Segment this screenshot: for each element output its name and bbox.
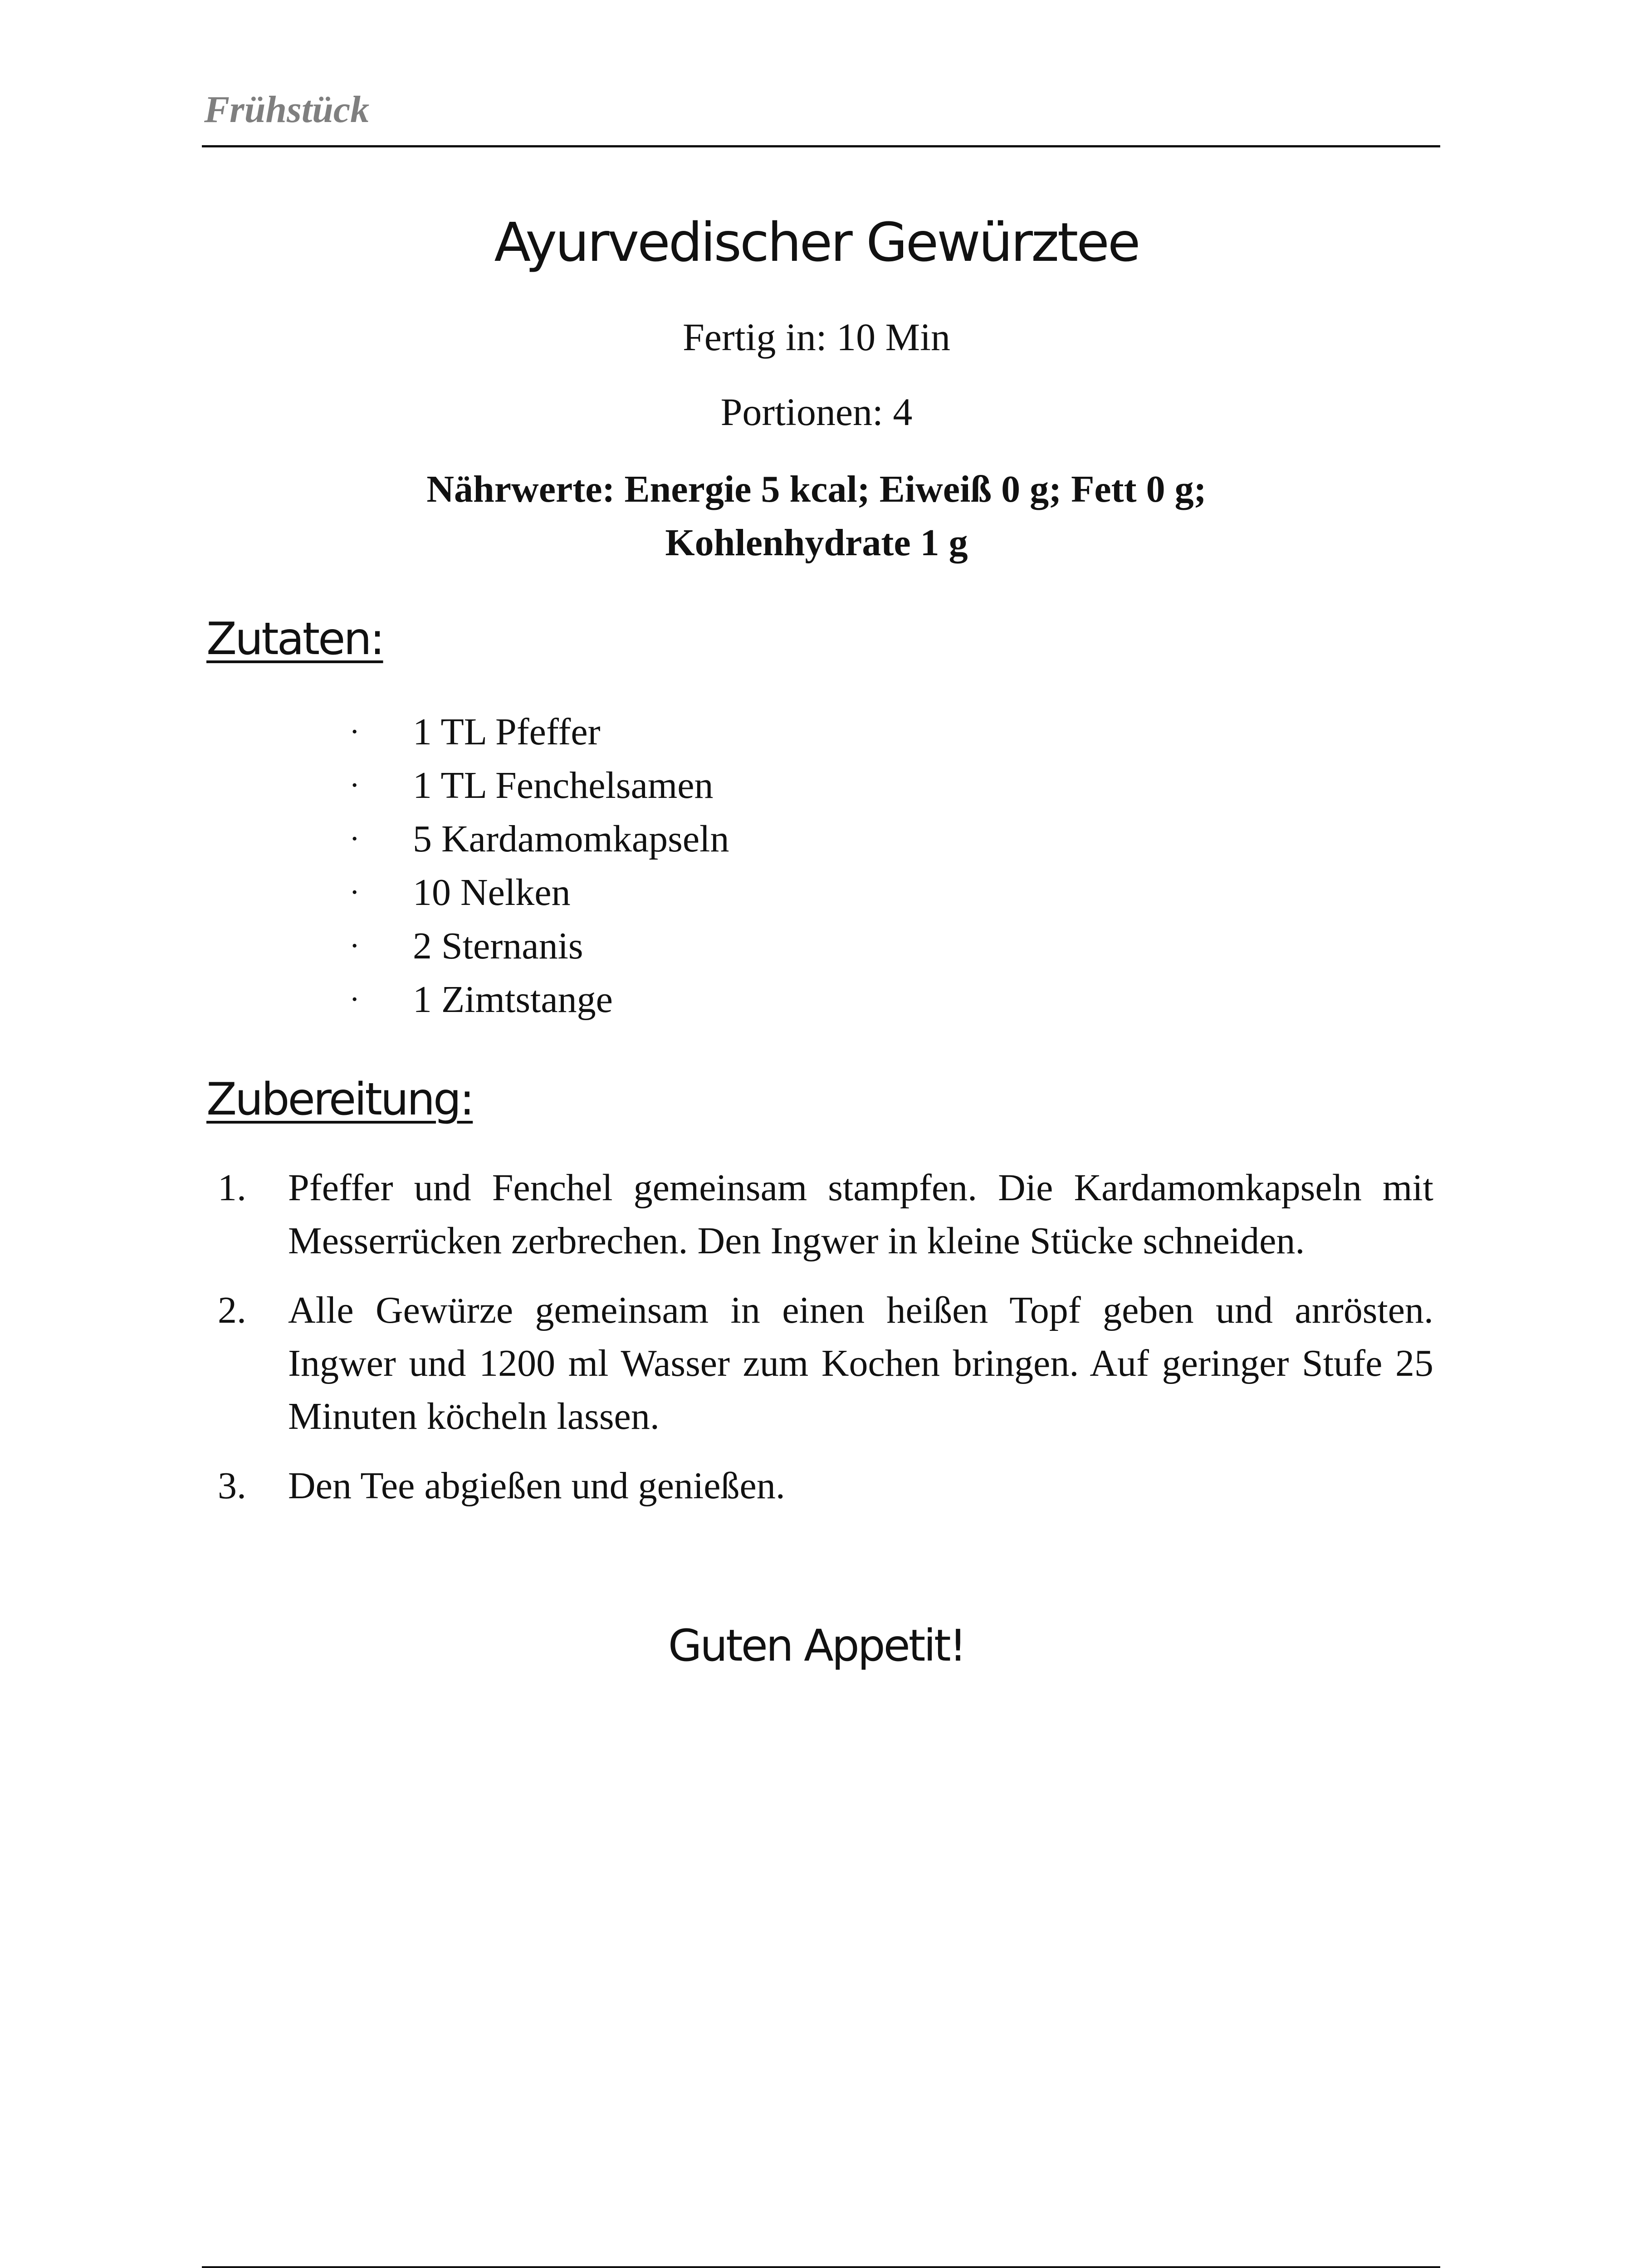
nutrition-line-1: Nährwerte: Energie 5 kcal; Eiweiß 0 g; Fett 0 g; [426, 468, 1207, 510]
ingredient-item [327, 759, 729, 812]
ingredient-item [327, 919, 729, 973]
ingredient-item [327, 705, 729, 759]
ingredient-item [327, 866, 729, 919]
step-item [213, 1284, 1433, 1443]
ingredient-text: 1 Zimtstange [413, 978, 613, 1021]
bullet-icon: · [349, 768, 360, 803]
step-item [213, 1459, 1433, 1512]
bullet-icon: · [349, 982, 360, 1017]
bullet-icon: · [349, 875, 360, 910]
bullet-icon: · [349, 929, 360, 963]
ingredient-item [327, 973, 729, 1026]
ingredient-text: 1 TL Fenchelsamen [413, 764, 714, 807]
ingredient-text: 10 Nelken [413, 871, 571, 914]
ingredients-list [327, 705, 729, 1026]
step-item [213, 1161, 1433, 1267]
ingredients-heading: Zutaten: [206, 613, 383, 665]
running-head: Frühstück [204, 88, 370, 131]
step-number: 2. [218, 1289, 246, 1331]
closing-line: Guten Appetit! [668, 1620, 965, 1671]
step-text: Den Tee abgießen und genießen. [288, 1465, 785, 1507]
header-rule [202, 145, 1440, 147]
bullet-icon: · [349, 821, 360, 856]
ingredient-item [327, 812, 729, 866]
step-text: Alle Gewürze gemeinsam in einen heißen Topf geben und anrösten. Ingwer und 1200 ml Wasser zum Kochen bringen. Auf geringer Stufe 25 Minuten köcheln lassen. [288, 1289, 1433, 1437]
recipe-title: Ayurvedischer Gewürztee [494, 211, 1139, 274]
step-number: 1. [218, 1167, 246, 1209]
nutrition-facts [227, 463, 1406, 570]
portions: Portionen: 4 [720, 390, 913, 434]
step-text: Pfeffer und Fenchel gemeinsam stampfen. Die Kardamomkapseln mit Messerrücken zerbrechen. Den Ingwer in kleine Stücke schneiden. [288, 1167, 1433, 1262]
preparation-steps [213, 1161, 1433, 1529]
footer-rule [202, 2266, 1440, 2268]
preparation-heading: Zubereitung: [206, 1074, 473, 1125]
nutrition-line-2: Kohlenhydrate 1 g [665, 522, 968, 564]
preparation-time: Fertig in: 10 Min [682, 315, 951, 359]
ingredient-text: 5 Kardamomkapseln [413, 818, 729, 860]
ingredient-text: 1 TL Pfeffer [413, 711, 601, 753]
bullet-icon: · [349, 714, 360, 749]
ingredient-text: 2 Sternanis [413, 925, 583, 967]
step-number: 3. [218, 1465, 246, 1507]
